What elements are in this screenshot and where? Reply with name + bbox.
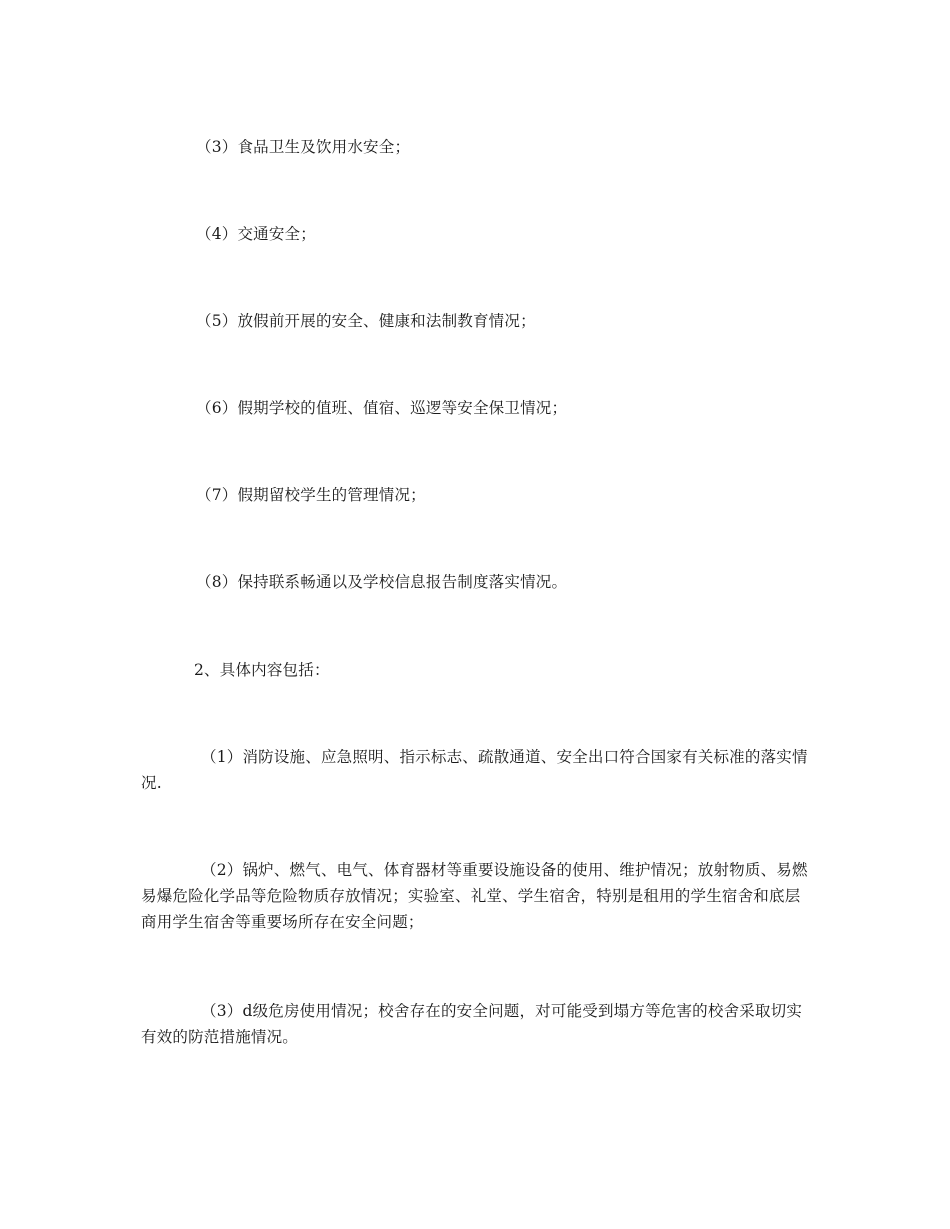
section-heading: 2、具体内容包括：: [194, 661, 330, 679]
list-item: （5）放假前开展的安全、健康和法制教育情况；: [196, 312, 536, 330]
list-item: （7）假期留校学生的管理情况；: [196, 486, 426, 504]
list-item: （8）保持联系畅通以及学校信息报告制度落实情况。: [196, 573, 568, 591]
paragraph: （2）锅炉、燃气、电气、体育器材等重要设施设备的使用、维护情况；放射物质、易燃易爆危险化学品等危险物质存放情况；实验室、礼堂、学生宿舍，特别是租用的学生宿舍和底层商用学生宿舍等重要场所存在安全问题；: [141, 861, 808, 931]
list-item: （4）交通安全；: [196, 225, 316, 243]
paragraph: （3）d级危房使用情况；校舍存在的安全问题，对可能受到塌方等危害的校舍采取切实有效的防范措施情况。: [141, 1002, 803, 1046]
list-item: （6）假期学校的值班、值宿、巡逻等安全保卫情况；: [196, 399, 568, 417]
list-item: （3）食品卫生及饮用水安全；: [196, 138, 411, 156]
paragraph: （1）消防设施、应急照明、指示标志、疏散通道、安全出口符合国家有关标准的落实情况.: [141, 748, 808, 792]
